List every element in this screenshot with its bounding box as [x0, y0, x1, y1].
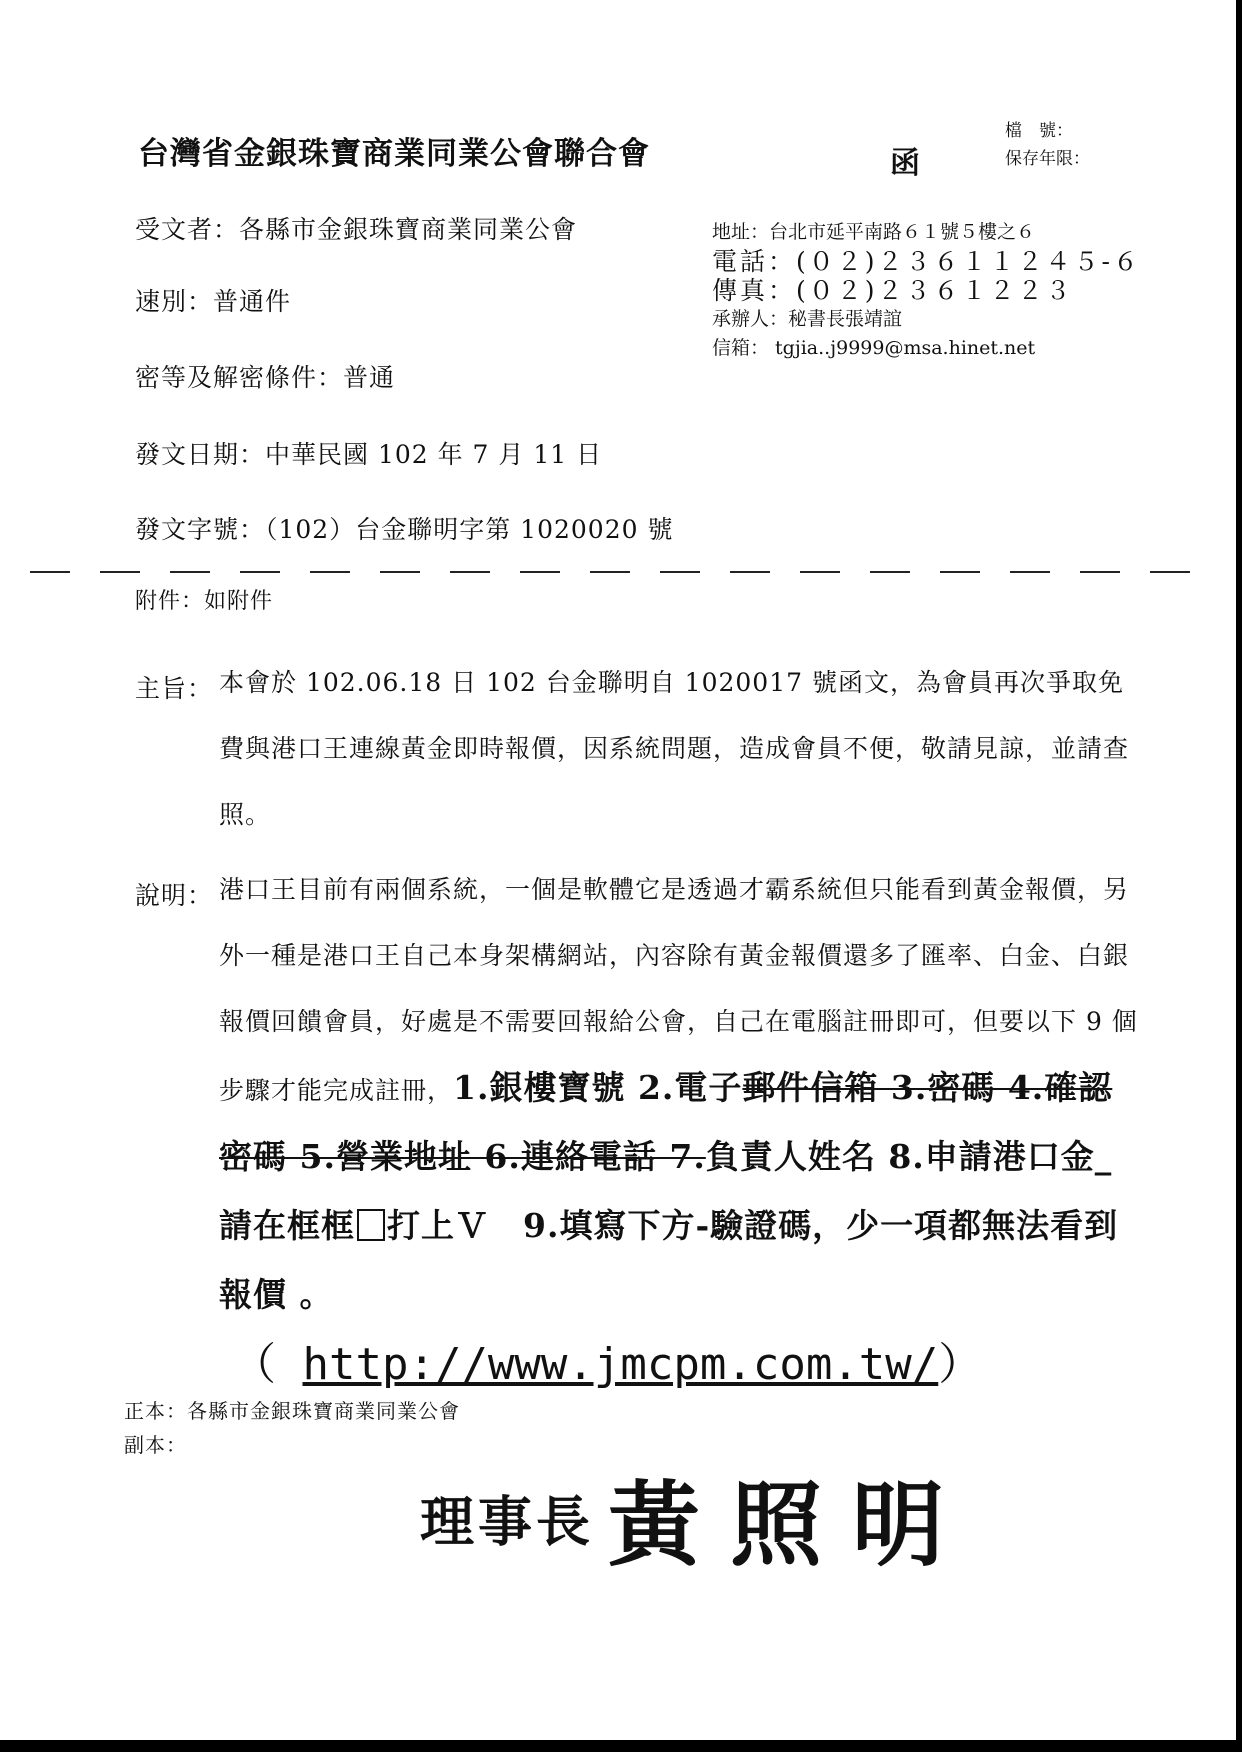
subject-text: 本會於 102.06.18 日 102 台金聯明自 1020017 號函文，為會員再次爭取免費與港口王連線黃金即時報價，因系統問題，造成會員不便，敬請見諒，並請查照。 [219, 668, 1130, 829]
address-line: 地址：台北市延平南路６１號５樓之６ [712, 221, 1036, 243]
phone-line: 電話：(０２)２３６１１２４５-６ [712, 247, 1141, 276]
url-line [232, 1328, 982, 1392]
steps-part-b: 負責人姓名 8.申請港口金_請在框框 [219, 1137, 1113, 1245]
explanation-body: 港口王目前有兩個系統，一個是軟體它是透過才霸系統但只能看到黃金報價，另外一種是港口王自己本身架構網站，內容除有黃金報價還多了匯率、白金、白銀報價回饋會員，好處是不需要回報給公會，自己在電腦註冊即可，但要以下 9 個步驟才能完成註冊， [219, 875, 1138, 1105]
website-link[interactable]: http://www.jmcpm.com.tw/ [302, 1339, 939, 1390]
retention-label: 保存年限： [1005, 149, 1090, 169]
document-type: 函 [890, 146, 920, 181]
signatory-title: 理事長 [420, 1489, 594, 1554]
email-line: 信箱： tgjia..j9999@msa.hinet.net [712, 337, 1036, 359]
steps-part-c: 打上Ｖ 9.填寫下方-驗證碼，少一項都無法看到報價 。 [219, 1206, 1119, 1314]
scan-edge-bottom [0, 1740, 1242, 1752]
file-meta [1005, 117, 1090, 173]
speed-field: 速別：普通件 [135, 287, 292, 316]
secrecy-field: 密等及解密條件：普通 [135, 363, 396, 392]
steps-part-a: 1.銀樓寶號 2.電子 [453, 1068, 743, 1107]
original-recipients: 正本：各縣市金銀珠寶商業同業公會 [124, 1399, 460, 1423]
file-no-label: 檔 號： [1005, 121, 1073, 141]
organization-name: 台灣省金銀珠寶商業同業公會聯合會 [138, 136, 650, 172]
date-field: 發文日期：中華民國 102 年 7 月 11 日 [135, 440, 603, 469]
checkbox-glyph-icon [357, 1209, 385, 1241]
steps-struck: 郵件信箱 3.密碼 4.確認密碼 5.營業地址 6.連絡電話 7. [219, 1068, 1113, 1176]
subject-label: 主旨： [135, 674, 214, 703]
scan-edge-right [1236, 0, 1242, 1752]
recipient-field: 受文者：各縣市金銀珠寶商業同業公會 [135, 215, 578, 244]
fold-line [30, 571, 1210, 573]
explanation-paragraph [135, 876, 1145, 1331]
handler-line: 承辦人：秘書長張靖誼 [712, 308, 903, 330]
contact-block [712, 218, 1141, 363]
signatory-name: 黃照明 [608, 1471, 975, 1579]
signature-block [420, 1452, 974, 1584]
url-open: （ [232, 1339, 303, 1390]
subject-paragraph [135, 669, 1145, 848]
doc-number-field: 發文字號：（102）台金聯明字第 1020020 號 [135, 515, 674, 544]
explanation-label: 說明： [135, 881, 214, 910]
attachment-field: 附件：如附件 [135, 589, 274, 614]
copy-recipients: 副本： [124, 1433, 187, 1457]
explanation-text [219, 857, 1145, 1331]
fax-line: 傳真：(０２)２３６１２２３ [712, 276, 1074, 305]
url-close: ） [938, 1339, 983, 1390]
